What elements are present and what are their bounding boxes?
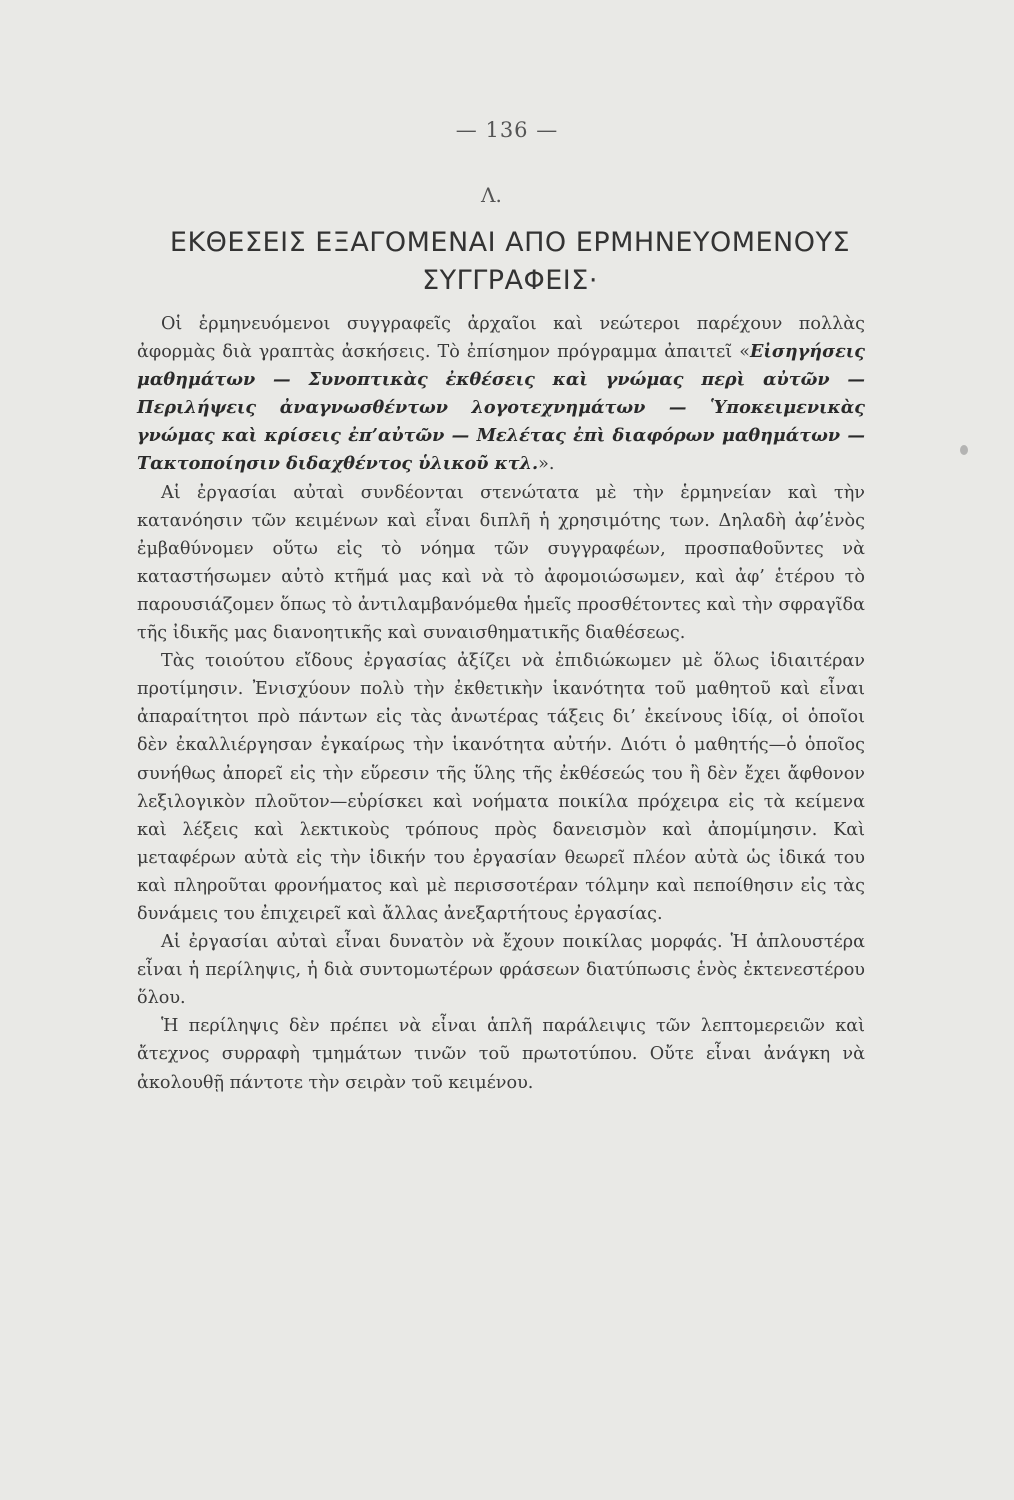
chapter-title-line-1: ΕΚΘΕΣΕΙΣ ΕΞΑΓΟΜΕΝΑΙ ΑΠΟ ΕΡΜΗΝΕΥΟΜΕΝΟΥΣ (169, 227, 851, 258)
paragraph-1-intro: Οἱ ἑρμηνευόμενοι συγγραφεῖς ἀρχαῖοι καὶ νεώτεροι παρέχουν πολλὰς ἀφορμὰς διὰ γραπτὰς ἀσκήσεις. Τὸ ἐπίσημον πρόγραμμα ἀπαιτεῖ « (137, 314, 865, 363)
paragraph-3: Τὰς τοιούτου εἴδους ἐργασίας ἀξίζει νὰ ἐπιδιώκωμεν μὲ ὅλως ἰδιαιτέραν προτίμησιν. Ἐνισχύουν πολὺ τὴν ἐκθετικὴν ἱκανότητα τοῦ μαθητοῦ καὶ εἶναι ἀπαραίτητοι πρὸ πάντων εἰς τὰς ἀνωτέρας τάξεις δι’ ἐκείνους ἰδίᾳ, οἱ ὁποῖοι δὲν ἐκαλλιέργησαν ἐγκαίρως τὴν ἱκανότητα αὐτήν. Διότι ὁ μαθητής—ὁ ὁποῖος συνήθως ἀπορεῖ εἰς τὴν εὕρεσιν τῆς ὕλης τῆς ἐκθέσεώς του ἢ δὲν ἔχει ἄφθονον λεξιλογικὸν πλοῦτον—εὑρίσκει καὶ νοήματα ποικίλα πρόχειρα εἰς τὰ κείμενα καὶ λέξεις καὶ λεκτικοὺς τρόπους πρὸς δανεισμὸν καὶ ἀπομίμησιν. Καὶ μεταφέρων αὐτὰ εἰς τὴν ἰδικήν του ἐργασίαν θεωρεῖ πλέον αὐτὰ ὡς ἰδικά του καὶ πληροῦται φρονήματος καὶ μὲ περισσοτέραν τόλμην καὶ πεποίθησιν εἰς τὰς δυνάμεις του ἐπιχειρεῖ καὶ ἄλλας ἀνεξαρτήτους ἐργασίας. (137, 651, 865, 924)
body-text (137, 310, 865, 1097)
section-letter: Λ. (481, 183, 502, 207)
paragraph-1 (137, 310, 865, 479)
margin-ink-mark (960, 445, 968, 455)
chapter-title-line-2: ΣΥΓΓΡΑΦΕΙΣ· (422, 265, 598, 296)
paragraph-5: Ἡ περίληψις δὲν πρέπει νὰ εἶναι ἁπλῆ παράλειψις τῶν λεπτομερειῶν καὶ ἄτεχνος συρραφὴ τμημάτων τινῶν τοῦ πρωτοτύπου. Οὔτε εἶναι ἀνάγκη νὰ ἀκολουθῇ πάντοτε τὴν σειρὰν τοῦ κειμένου. (137, 1016, 865, 1093)
paragraph-1-end: ». (538, 454, 555, 475)
paragraph-4: Αἱ ἐργασίαι αὐταὶ εἶναι δυνατὸν νὰ ἔχουν ποικίλας μορφάς. Ἡ ἁπλουστέρα εἶναι ἡ περίληψις, ἡ διὰ συντομωτέρων φράσεων διατύπωσις ἑνὸς ἐκτενεστέρου ὅλου. (137, 932, 865, 1009)
page-number: — 136 — (455, 118, 559, 142)
chapter-title (140, 224, 880, 300)
program-quote: Εἰσηγήσεις μαθημάτων — Συνοπτικὰς ἐκθέσεις καὶ γνώμας περὶ αὐτῶν — Περιλήψεις ἀναγνωσθέντων λογοτεχνημάτων — Ὑποκειμενικὰς γνώμας καὶ κρίσεις ἐπ’αὐτῶν — Μελέτας ἐπὶ διαφόρων μαθημάτων — Τακτοποίησιν διδαχθέντος ὑλικοῦ κτλ. (137, 341, 865, 475)
paragraph-2: Αἱ ἐργασίαι αὐταὶ συνδέονται στενώτατα μὲ τὴν ἑρμηνείαν καὶ τὴν κατανόησιν τῶν κειμένων καὶ εἶναι διπλῆ ἡ χρησιμότης των. Δηλαδὴ ἀφ’ἑνὸς ἐμβαθύνομεν οὕτω εἰς τὸ νόημα τῶν συγγραφέων, προσπαθοῦντες νὰ καταστήσωμεν αὐτὸ κτῆμά μας καὶ νὰ τὸ ἀφομοιώσωμεν, καὶ ἀφ’ ἑτέρου τὸ παρουσιάζομεν ὅπως τὸ ἀντιλαμβανόμεθα ἡμεῖς προσθέτοντες καὶ τὴν σφραγῖδα τῆς ἰδικῆς μας διανοητικῆς καὶ συναισθηματικῆς διαθέσεως. (137, 482, 865, 644)
